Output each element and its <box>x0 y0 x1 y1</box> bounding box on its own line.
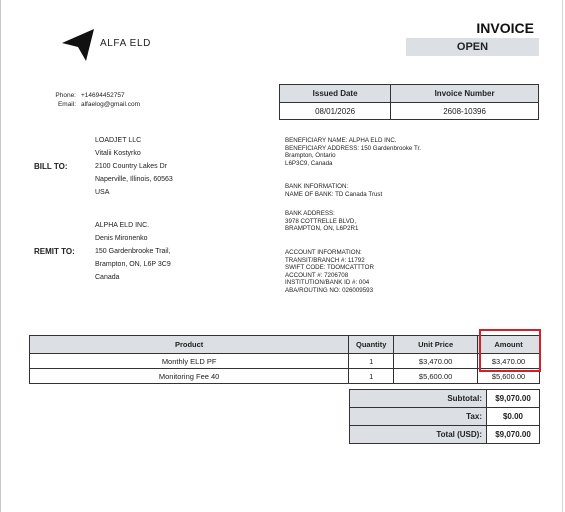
total-value: $9,070.00 <box>487 426 540 444</box>
subtotal-label: Subtotal: <box>350 390 487 408</box>
beneficiary-line: Brampton, Ontario <box>285 152 336 160</box>
unit-price-header: Unit Price <box>394 336 478 354</box>
invoice-title: INVOICE <box>476 20 534 36</box>
invoice-number-value: 2608-10396 <box>391 103 539 120</box>
bill-to-address <box>95 134 173 199</box>
line-items-table <box>29 335 540 384</box>
bank-address-line: 3978 COTTRELLE BLVD, <box>285 217 357 225</box>
account-line: ACCOUNT INFORMATION: <box>285 249 362 256</box>
remit-to-line: Brampton, ON, L6P 3C9 <box>95 261 171 268</box>
remit-to-line: Denis Mironenko <box>95 235 148 242</box>
product-cell: Monitoring Fee 40 <box>30 369 349 384</box>
unit-price-cell: $5,600.00 <box>394 369 478 384</box>
email-label: Email: <box>57 101 76 108</box>
table-row <box>30 354 540 369</box>
bill-to-line: Naperville, Illinois, 60563 <box>95 176 173 183</box>
phone-label: Phone: <box>55 92 76 99</box>
invoice-meta-table <box>279 84 539 120</box>
amount-highlight-box <box>479 329 541 372</box>
brand-name: ALFA ELD <box>100 38 151 49</box>
contact-values <box>81 91 140 109</box>
totals-table <box>349 389 540 444</box>
issued-date-value: 08/01/2026 <box>280 103 391 120</box>
invoice-status-badge: OPEN <box>406 38 539 56</box>
quantity-cell: 1 <box>349 354 394 369</box>
amount-cell: $3,470.00 <box>478 354 540 369</box>
quantity-header: Quantity <box>349 336 394 354</box>
bill-to-line: USA <box>95 189 110 196</box>
table-row <box>30 369 540 384</box>
issued-date-header: Issued Date <box>280 85 391 103</box>
remit-to-address <box>95 219 171 284</box>
bank-info-line: NAME OF BANK: TD Canada Trust <box>285 190 383 198</box>
remit-to-label: REMIT TO: <box>34 247 75 256</box>
account-line: ABA/ROUTING NO: 026009593 <box>285 286 374 294</box>
account-info-block <box>285 249 374 295</box>
bill-to-line: LOADJET LLC <box>95 137 142 144</box>
bank-address-line: BRAMPTON, ON, L6P2R1 <box>285 225 359 233</box>
account-line: ACCOUNT #: 7206708 <box>285 271 349 279</box>
amount-cell: $5,600.00 <box>478 369 540 384</box>
remit-to-line: 150 Gardenbrooke Trail, <box>95 248 171 255</box>
bank-info-line: BANK INFORMATION: <box>285 183 349 190</box>
remit-to-line: ALPHA ELD INC. <box>95 222 150 229</box>
tax-label: Tax: <box>350 408 487 426</box>
amount-header: Amount <box>478 336 540 354</box>
remit-to-line: Canada <box>95 274 120 281</box>
beneficiary-line: BENEFICIARY ADDRESS: 150 Gardenbrooke Tr. <box>285 144 421 152</box>
tax-value: $0.00 <box>487 408 540 426</box>
product-cell: Monthly ELD PF <box>30 354 349 369</box>
bank-address-block <box>285 210 358 233</box>
bank-address-line: BANK ADDRESS: <box>285 210 335 217</box>
bank-info-block <box>285 183 382 198</box>
unit-price-cell: $3,470.00 <box>394 354 478 369</box>
beneficiary-block <box>285 137 421 167</box>
bill-to-label: BILL TO: <box>34 162 68 171</box>
invoice-number-header: Invoice Number <box>391 85 539 103</box>
page-edge-left <box>0 0 1 512</box>
page-edge-right <box>562 0 563 512</box>
product-header: Product <box>30 336 349 354</box>
beneficiary-line: BENEFICIARY NAME: ALPHA ELD INC. <box>285 137 397 144</box>
email-value: alfaelog@gmail.com <box>81 101 140 108</box>
contact-labels <box>40 91 76 109</box>
alfa-eld-logo-icon <box>60 27 96 63</box>
bill-to-line: 2100 Country Lakes Dr <box>95 163 167 170</box>
account-line: SWIFT CODE: TDOMCATTTOR <box>285 264 374 272</box>
quantity-cell: 1 <box>349 369 394 384</box>
total-label: Total (USD): <box>350 426 487 444</box>
phone-value: +14694452757 <box>81 92 125 99</box>
bill-to-line: Vitalii Kostyrko <box>95 150 141 157</box>
account-line: TRANSIT/BRANCH #: 11792 <box>285 256 365 264</box>
account-line: INSTITUTION/BANK ID #: 004 <box>285 279 370 287</box>
subtotal-value: $9,070.00 <box>487 390 540 408</box>
beneficiary-line: L6P3C9, Canada <box>285 159 333 167</box>
